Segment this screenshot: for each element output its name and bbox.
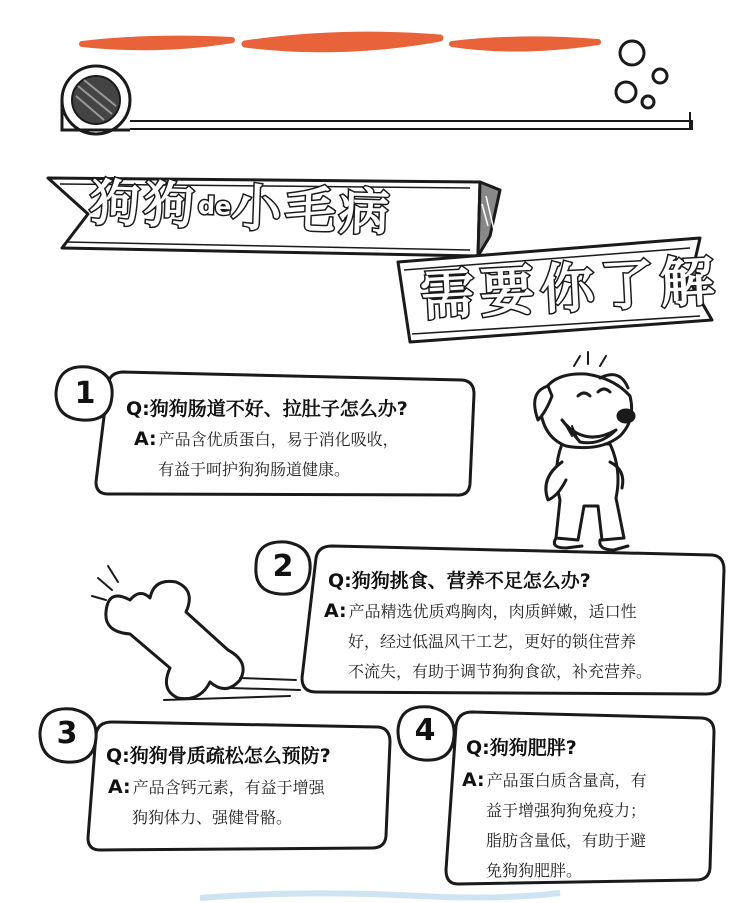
qa-3-number: 3 [56, 716, 78, 751]
qa-4-answer: A: 产品蛋白质含量高，有 益于增强狗狗免疫力； 脂肪含量低，有助于避 免狗狗肥胖。 [462, 769, 647, 880]
qa-3-question: Q:狗狗骨质疏松怎么预防? [106, 745, 331, 767]
qa-3-answer: A: 产品含钙元素，有益于增强 狗狗体力、强健骨骼。 [108, 776, 325, 827]
qa-4-answer-label: A: [462, 769, 485, 791]
qa-2-question: Q:狗狗挑食、营养不足怎么办? [328, 570, 591, 592]
qa-4-number: 4 [414, 713, 436, 748]
qa-1-answer-label: A: [134, 428, 157, 450]
qa-2-number: 2 [272, 549, 294, 584]
bubbles-icon [616, 41, 667, 108]
cartoon-dog-illustration [535, 352, 634, 550]
qa-1-answer: A: 产品含优质蛋白，易于消化吸收， 有益于呵护狗狗肠道健康。 [134, 428, 399, 479]
orange-stroke-mid [245, 35, 440, 49]
qa-3-answer-label: A: [108, 776, 131, 798]
title-line-2: 需要你了解 [418, 249, 722, 328]
bottom-scribble [200, 893, 560, 898]
tape-measure-icon [62, 66, 692, 134]
qa-2-answer-label: A: [324, 600, 347, 622]
qa-4-question: Q:狗狗肥胖? [466, 737, 577, 759]
title-line-1: 狗狗$^{de}$小毛病 [88, 173, 395, 243]
qa-2-answer: A: 产品精选优质鸡胸肉，肉质鲜嫩，适口性 好，经过低温风干工艺，更好的锁住营养 不流失，有助于调节狗狗食欲，补充营养。 [324, 600, 653, 681]
orange-stroke-left [82, 39, 232, 48]
qa-1-question: Q:狗狗肠道不好、拉肚子怎么办? [126, 398, 408, 420]
orange-stroke-right [452, 39, 598, 48]
qa-1-number: 1 [74, 376, 96, 411]
